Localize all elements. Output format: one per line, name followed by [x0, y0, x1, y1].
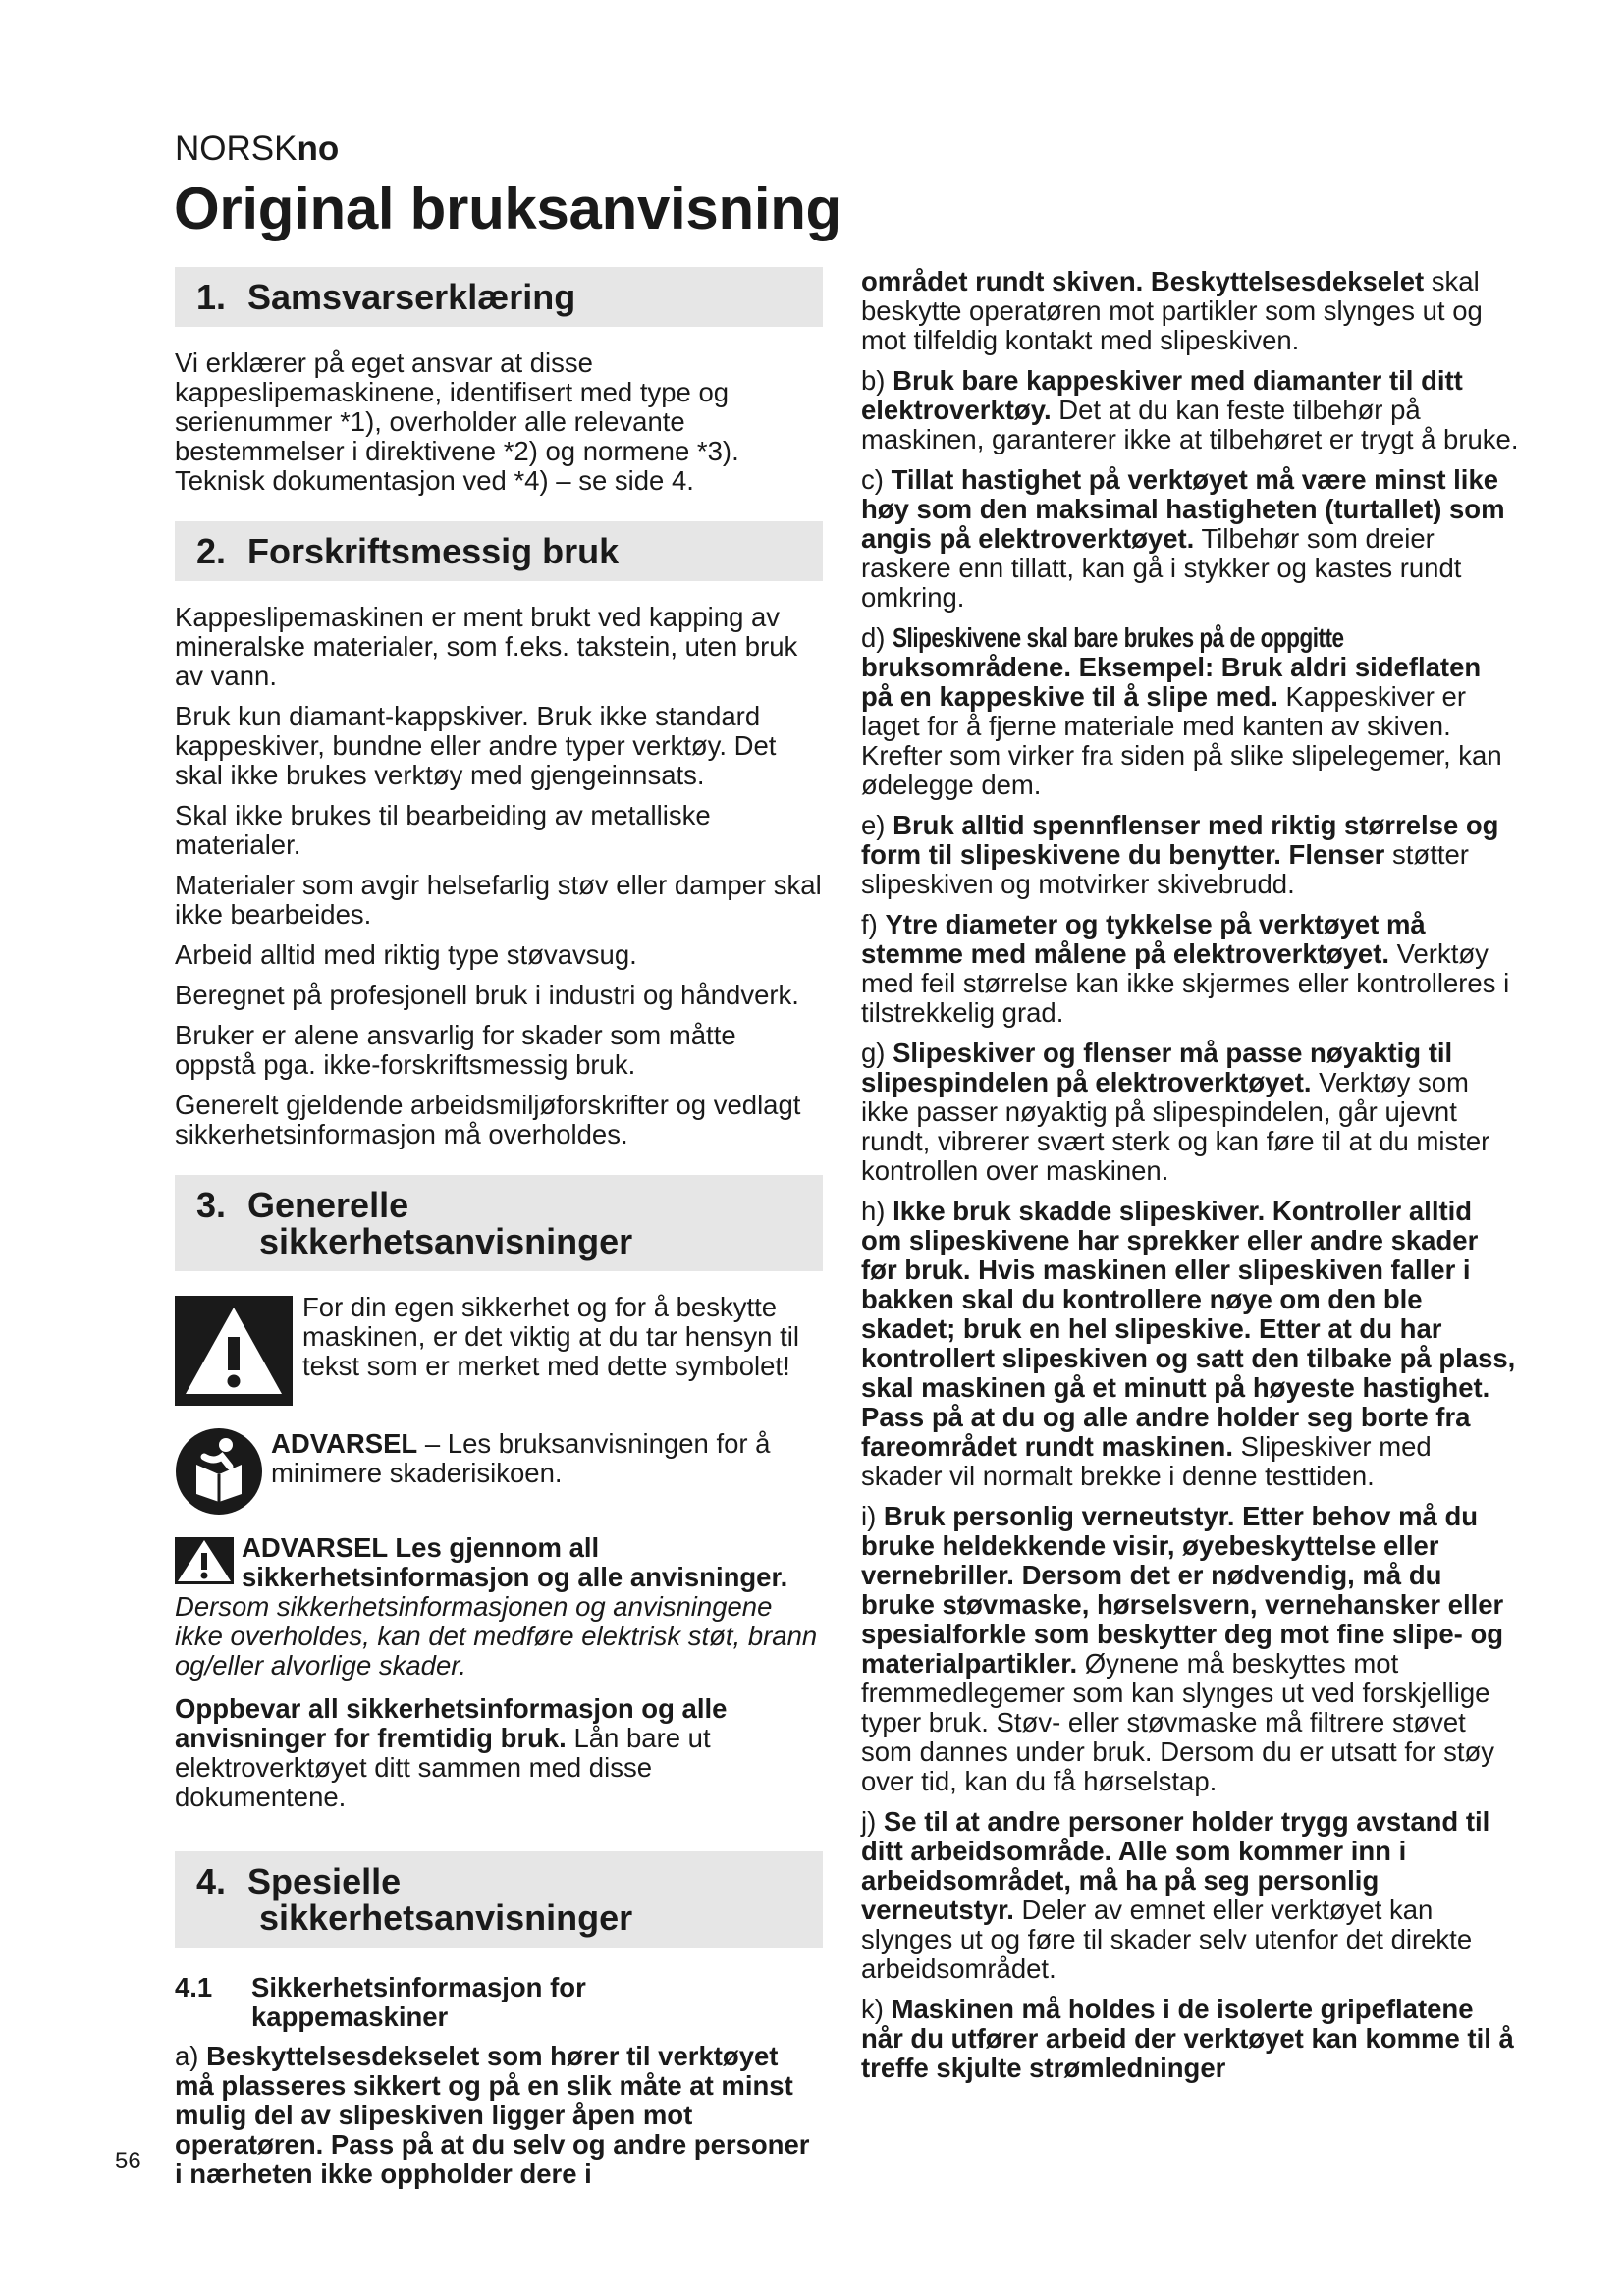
right-column — [861, 267, 1519, 2094]
item-label: d) — [861, 622, 893, 653]
section-2-paragraph: Beregnet på profesjonell bruk i industri og håndverk. — [175, 980, 799, 1010]
item-a — [175, 2042, 823, 2189]
section-2-paragraph: Materialer som avgir helsefarlig støv eller damper skal ikke bearbeides. — [175, 870, 822, 930]
left-column — [175, 267, 823, 2200]
item-a-continued — [861, 267, 1519, 355]
item-j — [861, 1807, 1519, 1984]
item-c — [861, 465, 1519, 613]
subsection-title-line-2: kappemaskiner — [251, 2002, 449, 2032]
keep-instructions-text: Lån bare ut elektroverktøyet ditt sammen med disse dokumentene. — [175, 1723, 711, 1812]
item-e — [861, 811, 1519, 899]
warning-symbol-text: For din egen sikkerhet og for å beskytte maskinen, er det viktig at du tar hensyn til tekst som er merket med dette symbolet! — [302, 1292, 799, 1381]
item-h-bold: Ikke bruk skadde slipeskiver. Kontroller alltid om slipeskivene har sprekker eller andre skader før bruk. Hvis maskinen eller slipeskiven faller i bakken skal du kontrollere nøye om den ble skadet; bruk en hel slipeskive. Etter at du har kontrollert slipeskiven og satt den tilbake på plass, skal maskinen gå et minutt på høyeste hastighet. Pass på at du og alle andre holder seg borte fra fareområdet rundt maskinen. — [861, 1196, 1516, 1462]
item-d-condensed-bold: Slipeskivene skal bare brukes på de oppgitte — [893, 622, 1344, 653]
section-number: 1. — [196, 277, 227, 317]
item-g — [861, 1039, 1519, 1186]
item-k — [861, 1995, 1519, 2083]
keep-instructions — [175, 1694, 823, 1812]
item-label: i) — [861, 1501, 884, 1531]
item-a-cont-bold: området rundt skiven. Beskyttelsesdekselet — [861, 266, 1425, 296]
item-label: b) — [861, 365, 893, 396]
item-label: f) — [861, 909, 886, 939]
warning-triangle-small-icon — [175, 1537, 234, 1584]
item-c-text: Tilbehør som dreier raskere enn tillatt, kan gå i stykker og kastes rundt omkring. — [861, 523, 1462, 613]
section-3-heading — [175, 1175, 823, 1271]
item-c-bold: Tillat hastighet på verktøyet må være minst like høy som den maksimal hastigheten (turtallet) som angis på elektroverktøyet. — [861, 464, 1505, 554]
general-warning-bold: ADVARSEL Les gjennom all sikkerhetsinformasjon og alle anvisninger. — [242, 1532, 788, 1592]
item-a-bold: Beskyttelsesdekselet som hører til verktøyet må plasseres sikkert og på en slik måte at minst mulig del av slipeskiven ligger åpen mot operatøren. Pass på at du selv og andre personer i nærheten ikke oppholder dere i — [175, 2041, 810, 2189]
item-d-text: Kappeskiver er laget for å fjerne materiale med kanten av skiven. Krefter som virker fra siden på slike slipelegemer, kan ødelegge dem. — [861, 681, 1502, 800]
section-number: 3. — [196, 1185, 227, 1225]
item-g-bold: Slipeskiver og flenser må passe nøyaktig til slipespindelen på elektroverktøyet. — [861, 1038, 1453, 1097]
subsection-4-1-heading — [175, 1973, 823, 2032]
item-j-bold: Se til at andre personer holder trygg avstand til ditt arbeidsområde. Alle som kommer inn i arbeidsområdet, må ha på seg personlig verneutstyr. — [861, 1806, 1490, 1925]
read-manual-icon — [175, 1427, 263, 1516]
section-4-heading — [175, 1851, 823, 1948]
item-label: a) — [175, 2041, 207, 2071]
language-name: NORSK — [175, 130, 298, 168]
item-f-text: Verktøy med feil størrelse kan ikke skjermes eller kontrolleres i tilstrekkelig grad. — [861, 938, 1510, 1028]
item-h-text: Slipeskiver med skader vil normalt brekke i denne testtiden. — [861, 1431, 1432, 1491]
section-number: 2. — [196, 531, 227, 571]
item-b — [861, 366, 1519, 454]
item-i-bold: Bruk personlig verneutstyr. Etter behov må du bruke heldekkende visir, øyebeskyttelse eller vernebriller. Dersom det er nødvendig, må du bruke støvmaske, hørselsvern, vernehansker eller spesialforkle som beskytter deg mot fine slipe- og materialpartikler. — [861, 1501, 1504, 1679]
general-warning-italic: Dersom sikkerhetsinformasjonen og anvisningene ikke overholdes, kan det medføre elektrisk støt, brann og/eller alvorlige skader. — [175, 1591, 818, 1681]
item-g-text: Verktøy som ikke passer nøyaktig på slipespindelen, går ujevnt rundt, vibrerer svært sterk og kan føre til at du mister kontrollen over maskinen. — [861, 1067, 1490, 1186]
general-warning — [175, 1533, 823, 1681]
section-2-paragraph: Arbeid alltid med riktig type støvavsug. — [175, 939, 637, 970]
item-i — [861, 1502, 1519, 1796]
item-e-bold: Bruk alltid spennflenser med riktig størrelse og form til slipeskivene du benytter. Flenser — [861, 810, 1499, 870]
section-title: Forskriftsmessig bruk — [247, 531, 620, 571]
section-number: 4. — [196, 1861, 227, 1901]
item-label: e) — [861, 810, 893, 840]
read-manual-note — [175, 1423, 823, 1516]
section-title: Spesielle — [247, 1861, 402, 1901]
section-title-line-2: sikkerhetsanvisninger — [259, 1897, 633, 1938]
section-2-paragraph: Generelt gjeldende arbeidsmiljøforskrifter og vedlagt sikkerhetsinformasjon må overholdes. — [175, 1090, 801, 1149]
item-a-cont-text: skal beskytte operatøren mot partikler som slynges ut og mot tilfeldig kontakt med slipeskiven. — [861, 266, 1483, 355]
item-f — [861, 910, 1519, 1028]
item-f-bold: Ytre diameter og tykkelse på verktøyet må stemme med målene på elektroverktøyet. — [861, 909, 1426, 969]
section-1-text: Vi erklærer på eget ansvar at disse kappeslipemaskinene, identifisert med type og serienummer *1), overholder alle relevante bestemmelser i direktivene *2) og normene *3). Teknisk dokumentasjon ved *4) – se side 4. — [175, 347, 739, 496]
warning-symbol-note — [175, 1293, 823, 1406]
item-k-bold: Maskinen må holdes i de isolerte gripeflatene når du utfører arbeid der verktøyet kan komme til å treffe skjulte strømledninger — [861, 1994, 1514, 2083]
item-label: h) — [861, 1196, 893, 1226]
warning-triangle-icon — [175, 1296, 293, 1406]
subsection-title: Sikkerhetsinformasjon for — [251, 1972, 586, 2002]
item-d-bold: bruksområdene. Eksempel: Bruk aldri sideflaten på en kappeskive til å slipe med. — [861, 652, 1482, 712]
item-label: j) — [861, 1806, 884, 1837]
read-warning-text: – Les bruksanvisningen for å minimere skaderisikoen. — [271, 1428, 771, 1488]
item-label: c) — [861, 464, 892, 495]
subsection-number: 4.1 — [175, 1972, 213, 2002]
item-e-text: støtter slipeskiven og motvirker skivebrudd. — [861, 839, 1469, 899]
section-2-paragraph: Skal ikke brukes til bearbeiding av metalliske materialer. — [175, 800, 711, 860]
item-b-text: Det at du kan feste tilbehør på maskinen, garanterer ikke at tilbehøret er trygt å bruke. — [861, 395, 1519, 454]
page-number: 56 — [115, 2148, 141, 2174]
section-2-heading — [175, 521, 823, 581]
section-title-line-2: sikkerhetsanvisninger — [259, 1221, 633, 1261]
item-b-bold: Bruk bare kappeskiver med diamanter til ditt elektroverktøy. — [861, 365, 1463, 425]
section-2-paragraph: Bruk kun diamant-kappskiver. Bruk ikke standard kappeskiver, bundne eller andre typer verktøy. Det skal ikke brukes verktøy med gjengeinnsats. — [175, 701, 777, 790]
section-title: Generelle — [247, 1185, 409, 1225]
section-1-heading — [175, 267, 823, 327]
language-code: no — [297, 130, 340, 168]
item-d — [861, 623, 1519, 800]
document-title: Original bruksanvisning — [174, 176, 841, 241]
item-h — [861, 1197, 1519, 1491]
keep-instructions-bold: Oppbevar all sikkerhetsinformasjon og alle anvisninger for fremtidig bruk. — [175, 1693, 728, 1753]
item-j-text: Deler av emnet eller verktøyet kan slynges ut og føre til skader selv utenfor det direkte arbeidsområdet. — [861, 1895, 1473, 1984]
section-2-paragraph: Bruker er alene ansvarlig for skader som måtte oppstå pga. ikke-forskriftsmessig bruk. — [175, 1020, 736, 1080]
section-2-paragraph: Kappeslipemaskinen er ment brukt ved kapping av mineralske materialer, som f.eks. takstein, uten bruk av vann. — [175, 602, 798, 691]
section-title: Samsvarserklæring — [247, 277, 576, 317]
read-warning-label: ADVARSEL — [271, 1428, 418, 1459]
item-label: k) — [861, 1994, 892, 2024]
language-label — [175, 130, 339, 169]
item-i-text: Øynene må beskyttes mot fremmedlegemer som kan slynges ut ved forskjellige typer bruk. Støv- eller støvmaske må filtrere støvet som dannes under bruk. Dersom du er utsatt for støy over tid, kan du få hørselstap. — [861, 1648, 1495, 1796]
item-label: g) — [861, 1038, 893, 1068]
